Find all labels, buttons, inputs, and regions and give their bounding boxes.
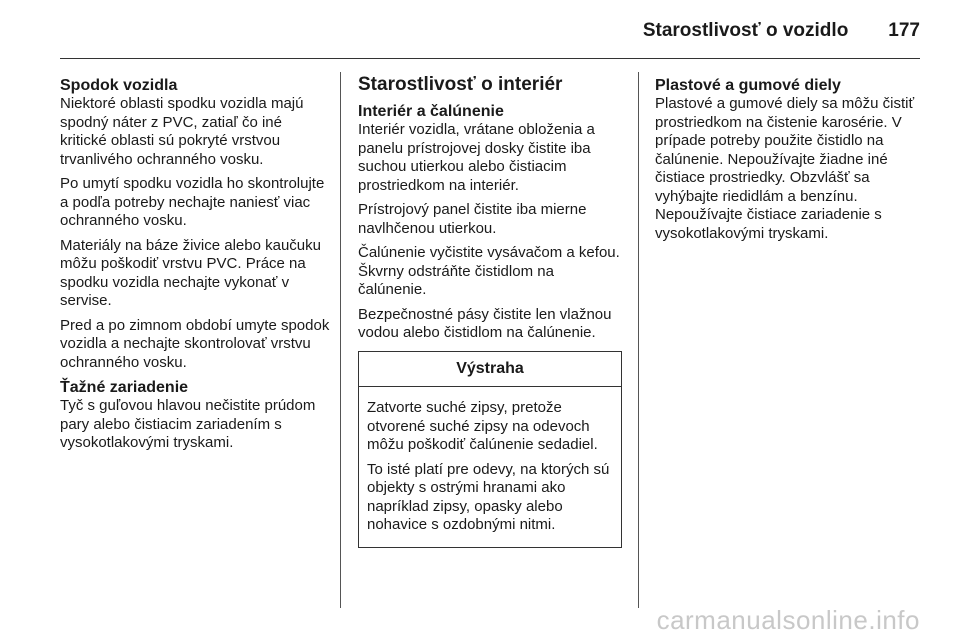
section-heading-plastic-rubber: Plastové a gumové diely	[655, 77, 841, 94]
paragraph: Plastové a gumové diely sa môžu čistiť prostriedkom na čistenie karosérie. V prípade potreby použite čistidlo na čalúnenie. Nepoužívajte žiadne iné čistiace prostriedky. Obzvlášť sa vyhýbajte riedidlám a benzínu. Nepoužívajte čistiace zariadenie s vysokotlakovými tryskami.	[655, 95, 915, 242]
watermark: carmanualsonline.info	[656, 605, 920, 635]
page-header	[60, 16, 920, 46]
page-number: 177	[888, 20, 920, 41]
paragraph: Bezpečnostné pásy čistite len vlažnou vodou alebo čistidlom na čalúnenie.	[358, 305, 612, 341]
header-rule	[60, 58, 920, 59]
column-left	[60, 70, 330, 459]
section-title-interior-care: Starostlivosť o interiér	[358, 74, 563, 95]
paragraph: Po umytí spodku vozidla ho skontrolujte a podľa potreby nechajte naniesť viac ochranného vosku.	[60, 175, 325, 229]
warning-box	[358, 351, 622, 548]
warning-body	[359, 387, 621, 547]
paragraph: Pred a po zimnom období umyte spodok vozidla a nechajte skontrolovať vrstvu ochranného vosku.	[60, 316, 330, 371]
warning-paragraph: Zatvorte suché zipsy, pretože otvorené suché zipsy na odevoch môžu poškodiť čalúnenie sedadiel.	[367, 399, 598, 453]
section-heading-towbar: Ťažné zariadenie	[60, 379, 189, 396]
column-right	[655, 70, 920, 249]
column-middle	[358, 70, 624, 548]
page-title: Starostlivosť o vozidlo	[642, 20, 849, 41]
column-divider-2	[638, 72, 639, 608]
section-heading-upholstery: Interiér a čalúnenie	[358, 103, 504, 120]
section-heading-underbody: Spodok vozidla	[60, 77, 178, 94]
warning-paragraph: To isté platí pre odevy, na ktorých sú objekty s ostrými hranami ako napríklad zipsy, opasky alebo nohavice s ozdobnými nitmi.	[367, 460, 610, 533]
paragraph: Tyč s guľovou hlavou nečistite prúdom pary alebo čistiacim zariadením s vysokotlakovými tryskami.	[60, 397, 316, 451]
paragraph: Materiály na báze živice alebo kaučuku môžu poškodiť vrstvu PVC. Práce na spodku vozidla nechajte vykonať v servise.	[60, 236, 321, 309]
paragraph: Niektoré oblasti spodku vozidla majú spodný náter z PVC, zatiaľ čo iné kritické oblasti sú pokryté vrstvou trvanlivého ochranného vosku.	[60, 95, 304, 168]
paragraph: Čalúnenie vyčistite vysávačom a kefou. Škvrny odstráňte čistidlom na čalúnenie.	[358, 244, 620, 298]
warning-title: Výstraha	[359, 352, 621, 388]
paragraph: Prístrojový panel čistite iba mierne navlhčenou utierkou.	[358, 201, 587, 237]
paragraph: Interiér vozidla, vrátane obloženia a panelu prístrojovej dosky čistite iba suchou utierkou alebo čistiacim prostriedkom na interiér.	[358, 121, 595, 194]
column-divider-1	[340, 72, 341, 608]
